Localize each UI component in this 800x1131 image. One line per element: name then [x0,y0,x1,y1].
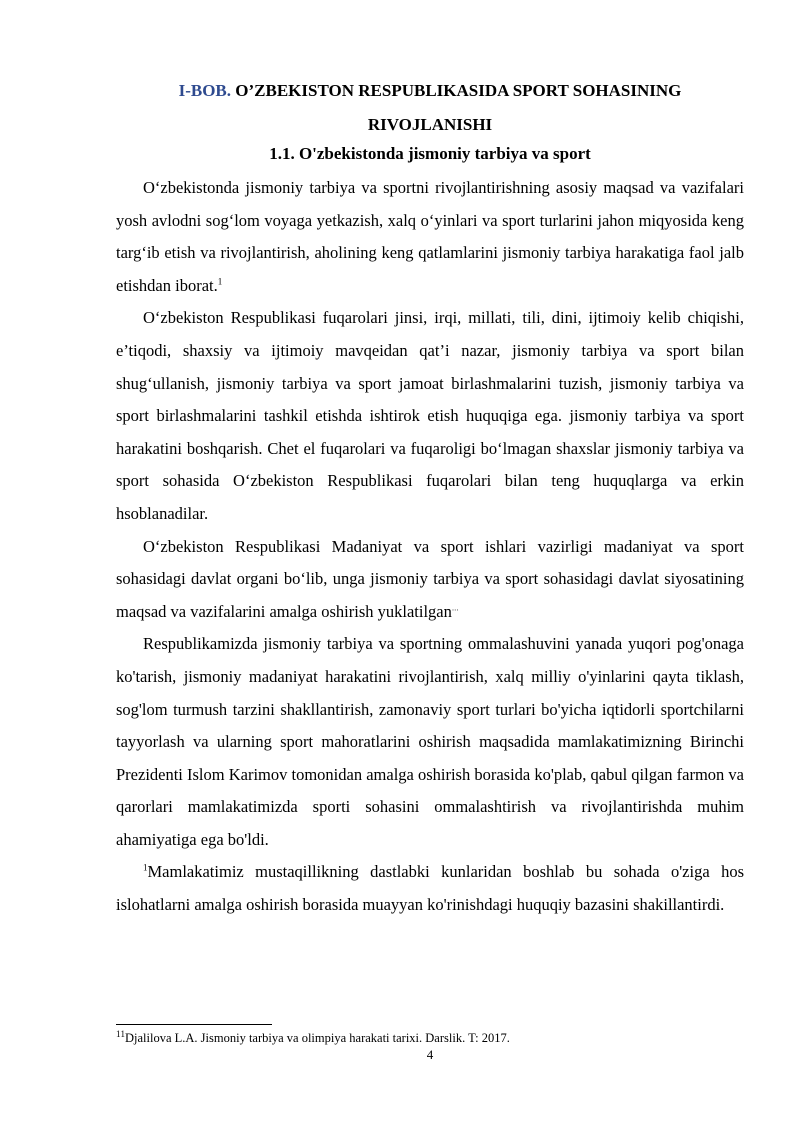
footnote-ref-1[interactable]: 1 [217,276,223,287]
footnote-separator [116,1024,272,1025]
footnote-ref-5[interactable]: 1 [143,862,148,873]
footnote-marker: 1 [116,1028,121,1039]
body-text [116,172,744,922]
chapter-heading [116,74,744,142]
section-heading: 1.1. O'zbekistonda jismoniy tarbiya va sport [269,144,591,163]
paragraph-4-text: Respublikamizda jismoniy tarbiya va sportning ommalashuvini yanada yuqori pog'onaga ko'tarish, jismoniy madaniyat harakatini rivojlantirish, xalq milliy o'yinlarini qayta tiklash, sog'lom turmush tarzini shakllantirish, zamonaviy sport turlari bo'yicha iqtidorli sportchilarni tayyorlash va ularning sport mahoratlarini oshirish maqsadida mamlakatimizning Birinchi Prezidenti Islom Karimov tomonidan amalga oshirish borasida ko'plab, qabul qilgan farmon va qarorlari mamlakatimizda sporti sohasini ommalashtirish va rivojlantirishda muhim ahamiyatiga ega bo'ldi. [116,634,744,849]
paragraph-3-text: O‘zbekiston Respublikasi Madaniyat va sport ishlari vazirligi madaniyat va sport sohasidagi davlat organi bo‘lib, unga jismoniy tarbiya va sport sohasidagi davlat siyosatining maqsad va vazifalarini amalga oshirish yuklatilgan [116,536,744,621]
paragraph-5 [116,856,744,921]
paragraph-1-text: O‘zbekistonda jismoniy tarbiya va sportni rivojlantirishning asosiy maqsad va vazifalari yosh avlodni sog‘lom voyaga yetkazish, xalq o‘yinlari va sport turlarini jahon miqyosida keng targ‘ib etish va rivojlantirish, aholining keng qatlamlarini jismoniy tarbiya harakatiga faol jalb etishdan iborat. [116,178,744,295]
paragraph-4 [116,628,744,856]
chapter-label: I-BOB. [178,81,232,100]
paragraph-3 [116,531,744,629]
chapter-title-line2: RIVOJLANISHI [367,115,493,134]
paragraph-2-text: O‘zbekiston Respublikasi fuqarolari jinsi, irqi, millati, tili, dini, ijtimoiy kelib chiqishi, e’tiqodi, shaxsiy va ijtimoiy mavqeidan qat’i nazar, jismoniy tarbiya va sport bilan shug‘ullanish, jismoniy tarbiya va sport jamoat birlashmalarini tuzish, jismoniy tarbiya va sport birlashmalarini tashkil etishda ishtirok etish huquqiga ega. jismoniy tarbiya va sport harakatini boshqarish. Chet el fuqarolari va fuqaroligi bo‘lmagan shaxslar jismoniy tarbiya va sport sohasida O‘zbekiston Respublikasi fuqarolari bilan teng huquqlarga va erkin hsoblanadilar. [116,308,744,523]
paragraph-3-mark: ... [451,602,459,613]
paragraph-2 [116,302,744,530]
page-number: 4 [426,1047,434,1062]
paragraph-1 [116,172,744,302]
footnote [116,1029,744,1047]
footnote-text: Djalilova L.A. Jismoniy tarbiya va olimpiya harakati tarixi. Darslik. T: 2017. [125,1031,510,1045]
paragraph-5-text: Mamlakatimiz mustaqillikning dastlabki kunlaridan boshlab bu sohada o'ziga hos islohatlarni amalga oshirish borasida muayyan ko'rinishdagi huquqiy bazasini shakillantirdi. [116,862,744,915]
footnote-marker-2: 1 [120,1028,125,1039]
chapter-title-line1: O’ZBEKISTON RESPUBLIKASIDA SPORT SOHASINING [231,81,682,100]
